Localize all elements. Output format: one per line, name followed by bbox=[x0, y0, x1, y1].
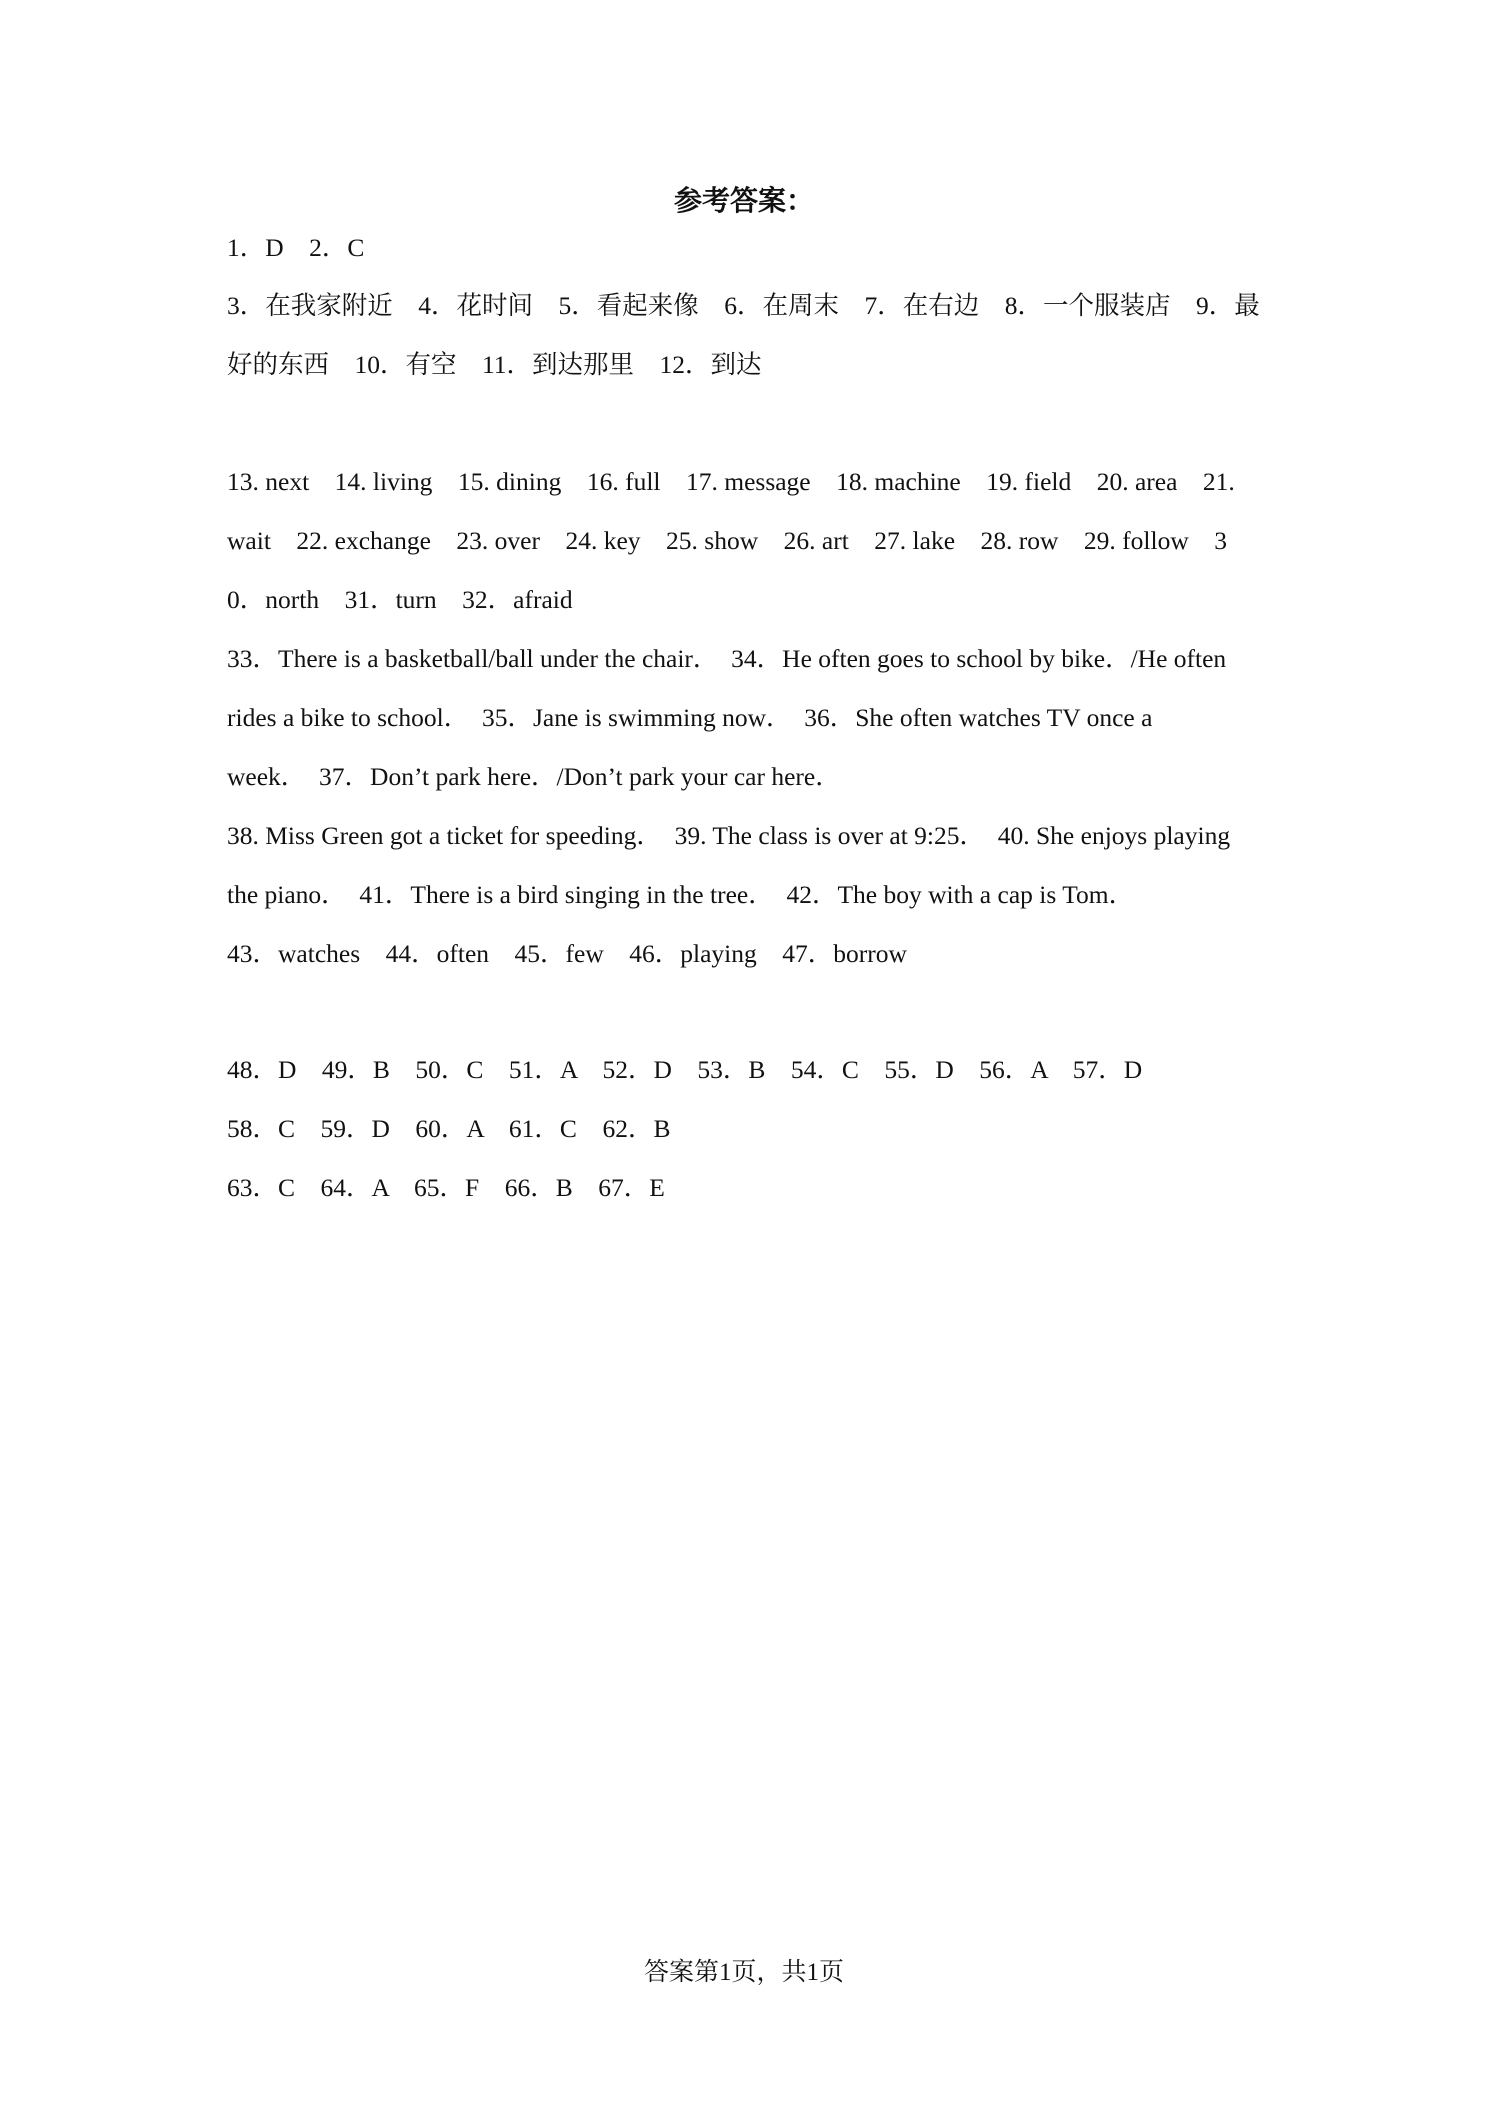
answer-line: 好的东西 10．有空 11．到达那里 12．到达 bbox=[227, 350, 762, 379]
answer-line: wait 22. exchange 23. over 24. key 25. show 26. art 27. lake 28. row 29. follow 3 bbox=[227, 526, 1227, 555]
section-sentences bbox=[227, 629, 1287, 983]
answer-line: 48．D 49．B 50．C 51．A 52．D 53．B 54．C 55．D 56．A 57．D bbox=[227, 1055, 1143, 1084]
answer-line: 38. Miss Green got a ticket for speeding． 39. The class is over at 9:25． 40. She enjoys playing bbox=[227, 821, 1231, 850]
answer-line: 1．D 2．C bbox=[227, 233, 365, 262]
answer-line: 58．C 59．D 60．A 61．C 62．B bbox=[227, 1114, 671, 1143]
section-choice-2 bbox=[227, 1040, 1287, 1217]
answer-line: 33．There is a basketball/ball under the chair． 34．He often goes to school by bike．/He often bbox=[227, 644, 1227, 673]
section-phrase-translation bbox=[227, 276, 1287, 394]
answer-line: 13. next 14. living 15. dining 16. full 17. message 18. machine 19. field 20. area 21. bbox=[227, 467, 1235, 496]
answer-line: 63．C 64．A 65．F 66．B 67．E bbox=[227, 1173, 665, 1202]
section-choice-1 bbox=[227, 218, 1287, 277]
page-title: 参考答案： bbox=[673, 186, 814, 217]
answer-line: rides a bike to school． 35．Jane is swimming now． 36．She often watches TV once a bbox=[227, 703, 1153, 732]
answer-line: 43．watches 44．often 45．few 46．playing 47．borrow bbox=[227, 939, 907, 968]
answer-line: 0．north 31．turn 32．afraid bbox=[227, 585, 573, 614]
answer-line: the piano． 41．There is a bird singing in the tree． 42．The boy with a cap is Tom． bbox=[227, 880, 1135, 909]
answer-line: 3．在我家附近 4．花时间 5．看起来像 6．在周末 7．在右边 8．一个服装店 9．最 bbox=[227, 291, 1260, 320]
page-footer: 答案第1页，共1页 bbox=[643, 1959, 844, 1986]
answer-line: week． 37．Don’t park here．/Don’t park your car here． bbox=[227, 762, 841, 791]
section-word-fill bbox=[227, 452, 1287, 629]
